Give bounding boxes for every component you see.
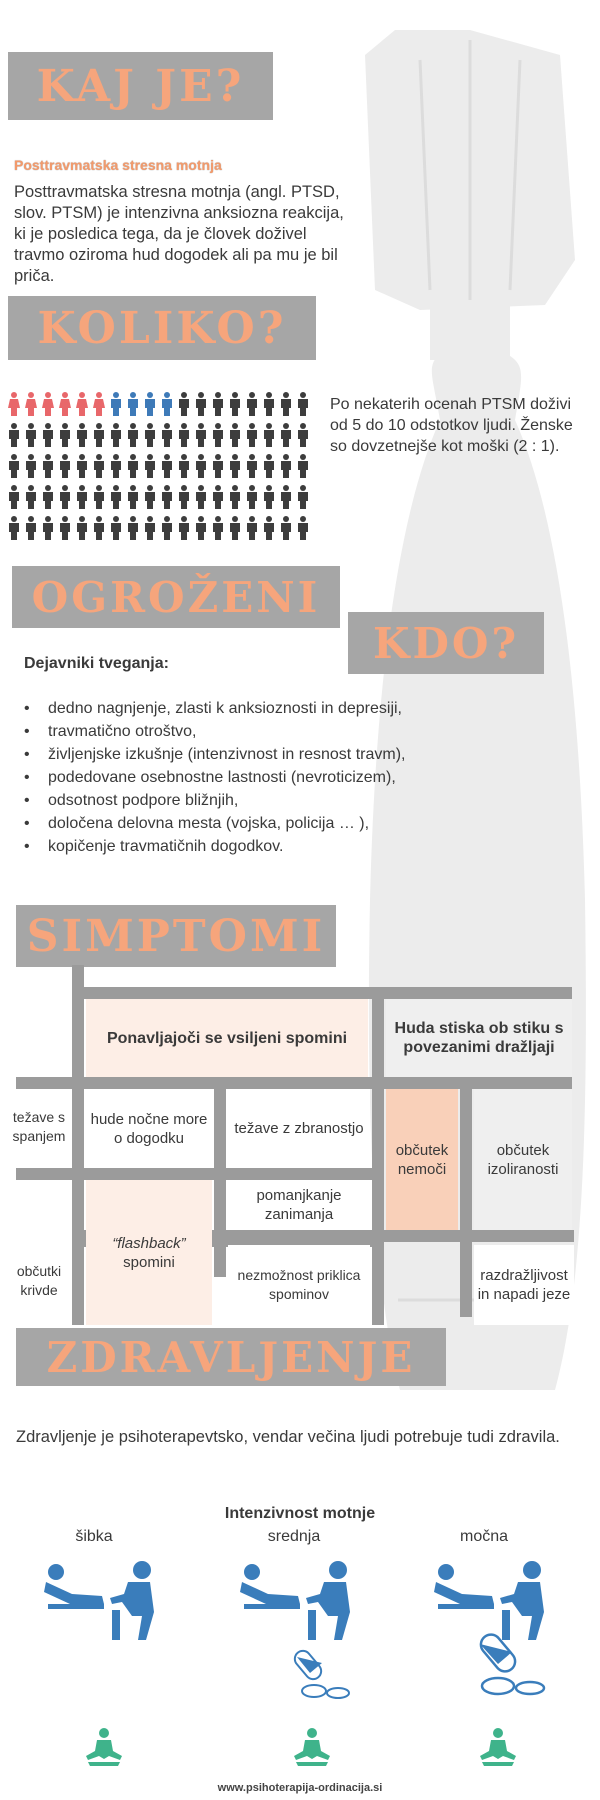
symptom-helplessness: občutek nemoči	[386, 1089, 458, 1230]
person-figure-icon	[77, 516, 87, 540]
person-figure-icon	[111, 454, 121, 478]
person-figure-icon	[281, 454, 291, 478]
person-figure-icon	[94, 516, 104, 540]
risk-factor-item: • življenjske izkušnje (intenzivnost in resnost travm),	[24, 743, 405, 766]
level-severe: močna	[459, 1528, 509, 1545]
section-title-treatment: ZDRAVLJENJE	[16, 1328, 446, 1386]
person-figure-icon	[26, 423, 36, 447]
person-figure-icon	[77, 423, 87, 447]
person-figure-icon	[111, 516, 121, 540]
footer-url[interactable]: www.psihoterapija-ordinacija.si	[217, 1782, 383, 1794]
person-figure-icon	[9, 423, 19, 447]
man-figure-icon	[145, 392, 155, 416]
person-figure-icon	[128, 485, 138, 509]
meditation-icon	[292, 1726, 332, 1766]
person-figure-icon	[196, 423, 206, 447]
person-figure-icon	[230, 423, 240, 447]
therapy-session-icon	[238, 1560, 358, 1640]
symptom-flashback: “flashback” spomini	[86, 1180, 212, 1325]
person-figure-icon	[213, 392, 223, 416]
intro-body: Posttravmatska stresna motnja (angl. PTSD, slov. PTSM) je intenzivna anksiozna reakcija, ki je posledica tega, da je človek doživel travmo oziroma hud dogodek ali pa mu je bil priča.	[14, 183, 344, 285]
person-figure-icon	[281, 392, 291, 416]
symptom-intrusive-memories: Ponavljajoči se vsiljeni spomini	[86, 999, 368, 1077]
person-figure-icon	[179, 516, 189, 540]
symptom-isolation: občutek izoliranosti	[474, 1089, 572, 1230]
person-figure-icon	[94, 485, 104, 509]
person-figure-icon	[145, 485, 155, 509]
medication-icon	[292, 1645, 354, 1703]
treatment-text: Zdravljenje je psihoterapevtsko, vendar večina ljudi potrebuje tudi zdravila.	[16, 1428, 560, 1446]
person-figure-icon	[145, 454, 155, 478]
woman-figure-icon	[8, 392, 20, 416]
person-figure-icon	[162, 454, 172, 478]
person-figure-icon	[298, 454, 308, 478]
person-figure-icon	[281, 516, 291, 540]
person-figure-icon	[60, 485, 70, 509]
person-figure-icon	[213, 516, 223, 540]
person-figure-icon	[298, 485, 308, 509]
person-figure-icon	[247, 423, 257, 447]
person-figure-icon	[43, 485, 53, 509]
person-figure-icon	[77, 454, 87, 478]
person-figure-icon	[60, 454, 70, 478]
person-figure-icon	[179, 392, 189, 416]
therapy-session-icon	[42, 1560, 162, 1640]
person-figure-icon	[43, 423, 53, 447]
person-figure-icon	[247, 516, 257, 540]
level-moderate: srednja	[267, 1528, 321, 1545]
risk-factor-item: • podedovane osebnostne lastnosti (nevroticizem),	[24, 766, 405, 789]
section-title-symptoms: SIMPTOMI	[16, 905, 336, 967]
symptom-concentration: težave z zbranostjo	[228, 1089, 370, 1168]
person-figure-icon	[264, 423, 274, 447]
person-figure-icon	[111, 485, 121, 509]
person-figure-icon	[26, 454, 36, 478]
risk-factors-list	[24, 697, 405, 858]
level-mild: šibka	[75, 1528, 113, 1545]
person-figure-icon	[77, 485, 87, 509]
person-figure-icon	[264, 485, 274, 509]
person-figure-icon	[94, 454, 104, 478]
medication-icon	[470, 1630, 550, 1700]
person-figure-icon	[281, 485, 291, 509]
therapy-session-icon	[432, 1560, 552, 1640]
person-figure-icon	[145, 423, 155, 447]
symptom-irritability: razdražljivost in napadi jeze	[474, 1245, 574, 1325]
woman-figure-icon	[42, 392, 54, 416]
person-figure-icon	[128, 516, 138, 540]
symptom-guilt: občutki krivde	[16, 1263, 62, 1298]
woman-figure-icon	[59, 392, 71, 416]
person-figure-icon	[128, 423, 138, 447]
risk-factor-item: • travmatično otroštvo,	[24, 720, 405, 743]
intro-heading: Posttravmatska stresna motnja	[14, 157, 222, 173]
person-figure-icon	[162, 423, 172, 447]
risk-factor-item: • kopičenje travmatičnih dogodkov.	[24, 835, 405, 858]
person-figure-icon	[26, 485, 36, 509]
symptoms-map	[0, 965, 600, 1325]
person-figure-icon	[43, 454, 53, 478]
risk-factors-heading: Dejavniki tveganja:	[24, 655, 169, 672]
man-figure-icon	[162, 392, 172, 416]
person-figure-icon	[281, 423, 291, 447]
section-title-who: KDO?	[348, 612, 544, 674]
person-figure-icon	[162, 516, 172, 540]
symptom-sleep: težave s spanjem	[12, 1109, 66, 1144]
person-figure-icon	[179, 454, 189, 478]
person-figure-icon	[179, 423, 189, 447]
person-figure-icon	[9, 454, 19, 478]
meditation-icon	[84, 1726, 124, 1766]
risk-factor-item: • določena delovna mesta (vojska, policija … ),	[24, 812, 405, 835]
prevalence-text: Po nekaterih ocenah PTSM doživi od 5 do 10 odstotkov ljudi. Ženske so dovzetnejše kot moški (2 : 1).	[330, 396, 573, 455]
man-figure-icon	[111, 392, 121, 416]
person-figure-icon	[264, 516, 274, 540]
person-figure-icon	[60, 423, 70, 447]
person-figure-icon	[145, 516, 155, 540]
section-title-how-many: KOLIKO?	[8, 296, 316, 360]
section-title-at-risk: OGROŽENI	[12, 566, 340, 628]
person-figure-icon	[230, 516, 240, 540]
person-figure-icon	[264, 392, 274, 416]
person-figure-icon	[196, 485, 206, 509]
section-title-what: KAJ JE?	[8, 52, 273, 120]
person-figure-icon	[213, 485, 223, 509]
person-figure-icon	[247, 392, 257, 416]
woman-figure-icon	[93, 392, 105, 416]
person-figure-icon	[111, 423, 121, 447]
person-figure-icon	[196, 392, 206, 416]
person-figure-icon	[94, 423, 104, 447]
person-figure-icon	[230, 485, 240, 509]
woman-figure-icon	[76, 392, 88, 416]
person-figure-icon	[247, 454, 257, 478]
person-figure-icon	[230, 454, 240, 478]
person-figure-icon	[43, 516, 53, 540]
intensity-title: Intenzivnost motnje	[224, 1505, 376, 1522]
person-figure-icon	[60, 516, 70, 540]
person-figure-icon	[213, 454, 223, 478]
person-figure-icon	[128, 454, 138, 478]
person-figure-icon	[213, 423, 223, 447]
person-figure-icon	[298, 516, 308, 540]
person-figure-icon	[247, 485, 257, 509]
symptom-distress-cues: Huda stiska ob stiku s povezanimi dražljaji	[386, 999, 572, 1077]
meditation-icon	[478, 1726, 518, 1766]
prevalence-pictogram	[8, 392, 320, 544]
man-figure-icon	[128, 392, 138, 416]
person-figure-icon	[298, 392, 308, 416]
person-figure-icon	[179, 485, 189, 509]
person-figure-icon	[196, 516, 206, 540]
person-figure-icon	[162, 485, 172, 509]
person-figure-icon	[26, 516, 36, 540]
person-figure-icon	[264, 454, 274, 478]
risk-factor-item: • dedno nagnjenje, zlasti k anksioznosti in depresiji,	[24, 697, 405, 720]
woman-figure-icon	[25, 392, 37, 416]
symptom-lack-of-interest: pomanjkanje zanimanja	[228, 1180, 370, 1230]
person-figure-icon	[9, 516, 19, 540]
person-figure-icon	[9, 485, 19, 509]
risk-factor-item: • odsotnost podpore bližnjih,	[24, 789, 405, 812]
symptom-recall-inability: nezmožnost priklica spominov	[228, 1245, 370, 1325]
symptom-nightmares: hude nočne more o dogodku	[86, 1089, 212, 1168]
person-figure-icon	[230, 392, 240, 416]
person-figure-icon	[196, 454, 206, 478]
person-figure-icon	[298, 423, 308, 447]
